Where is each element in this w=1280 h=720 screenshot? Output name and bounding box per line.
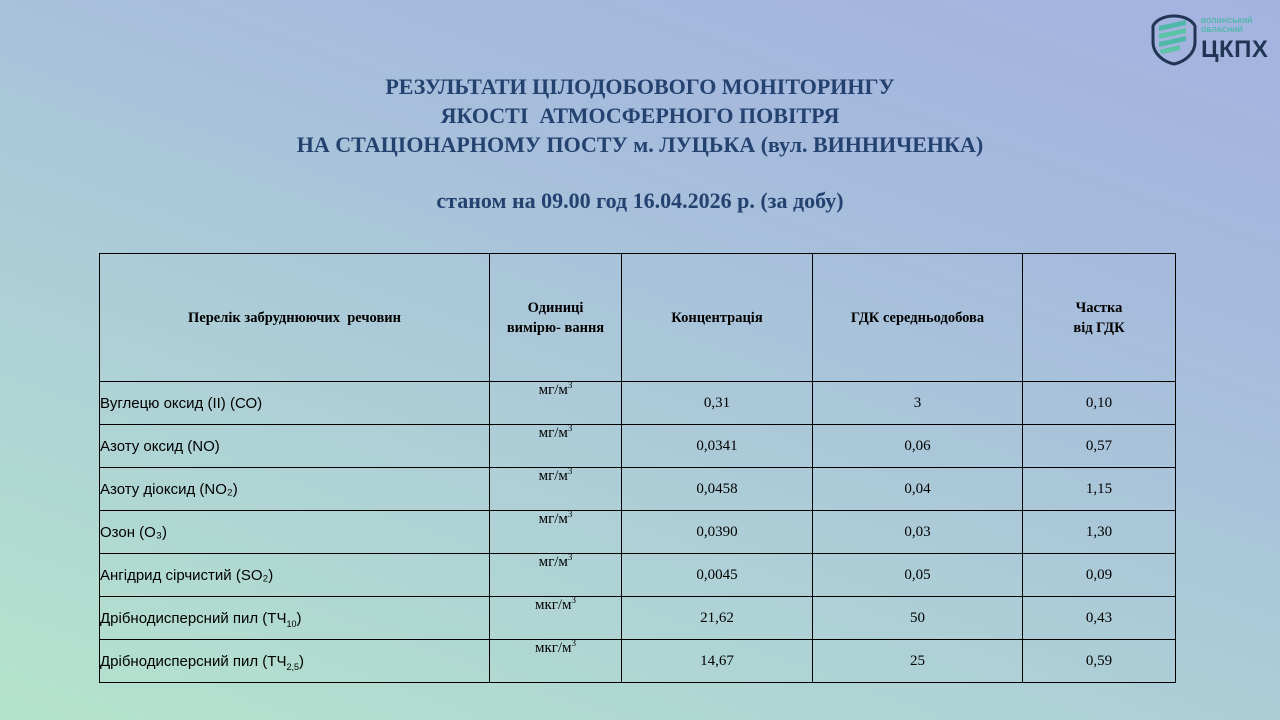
gdk-cell: 0,06 [813,425,1023,468]
gdk-cell: 0,03 [813,511,1023,554]
header-gdk: ГДК середньодобова [813,254,1023,382]
concentration-cell: 0,0458 [622,468,813,511]
unit-cell: мкг/$м^3$ [490,597,622,640]
share-cell: 0,09 [1023,554,1176,597]
substance-name: Вуглецю оксид (ІІ) (СО) [100,382,490,425]
substance-name: Ангідрид сірчистий (SO₂) [100,554,490,597]
share-cell: 1,15 [1023,468,1176,511]
unit-cell: $мг/м^3$ [490,468,622,511]
report-date: станом на 09.00 год 16.04.2026 р. (за добу) [436,188,844,213]
logo-abbreviation: ЦКПХ [1201,36,1269,63]
header-share-line-1: Частка [1075,299,1123,316]
share-cell: 0,57 [1023,425,1176,468]
concentration-cell: 0,0045 [622,554,813,597]
gdk-cell: 0,04 [813,468,1023,511]
table-row [100,468,1176,511]
substance-name: Дрібнодисперсний пил $(ТЧ_{2,5})$ [100,640,490,683]
table-row [100,425,1176,468]
concentration-cell: 0,31 [622,382,813,425]
table-header-row [100,254,1176,382]
substance-name: Азоту діоксид (NO₂) [100,468,490,511]
substance-name: Азоту оксид (NO) [100,425,490,468]
unit-cell: $мг/м^3$ [490,511,622,554]
share-cell: 0,10 [1023,382,1176,425]
share-cell: 1,30 [1023,511,1176,554]
title-line-3: НА СТАЦІОНАРНОМУ ПОСТУ м. ЛУЦЬКА (вул. ВИННИЧЕНКА) [296,132,984,157]
monitoring-table [99,253,1176,683]
header-substance: Перелік забруднюючих речовин [100,254,490,382]
table-row [100,597,1176,640]
logo [1150,14,1269,66]
table-row [100,640,1176,683]
gdk-cell: 50 [813,597,1023,640]
share-cell: 0,43 [1023,597,1176,640]
unit-cell: $мг/м^3$ [490,425,622,468]
header-share-line-2: від ГДК [1073,319,1125,336]
header-units [490,254,622,382]
substance-name: Озон (О₃) [100,511,490,554]
table-row [100,382,1176,425]
header-units-line-1: Одиниці [527,299,584,316]
concentration-cell: 0,0341 [622,425,813,468]
title-line-1: РЕЗУЛЬТАТИ ЦІЛОДОБОВОГО МОНІТОРИНГУ [385,74,895,99]
gdk-cell: 25 [813,640,1023,683]
concentration-cell: 21,62 [622,597,813,640]
header-share [1023,254,1176,382]
logo-line-1: ВОЛИНСЬКИЙ [1201,18,1253,25]
unit-cell: $мг/м^3$ [490,554,622,597]
concentration-cell: 0,0390 [622,511,813,554]
page-title [0,72,1280,159]
title-line-2: ЯКОСТІ АТМОСФЕРНОГО ПОВІТРЯ [440,103,840,128]
concentration-cell: 14,67 [622,640,813,683]
header-units-line-2: вимірю- вання [506,319,605,336]
table-row [100,511,1176,554]
unit-cell: мкг/$м^3$ [490,640,622,683]
gdk-cell: 3 [813,382,1023,425]
table-row [100,554,1176,597]
unit-cell: $мг/м^3$ [490,382,622,425]
header-concentration: Концентрація [622,254,813,382]
share-cell: 0,59 [1023,640,1176,683]
shield-logo-icon [1150,14,1198,66]
substance-name: Дрібнодисперсний пил $(ТЧ_{10})$ [100,597,490,640]
logo-line-2: ОБЛАСНИЙ [1201,27,1243,34]
gdk-cell: 0,05 [813,554,1023,597]
